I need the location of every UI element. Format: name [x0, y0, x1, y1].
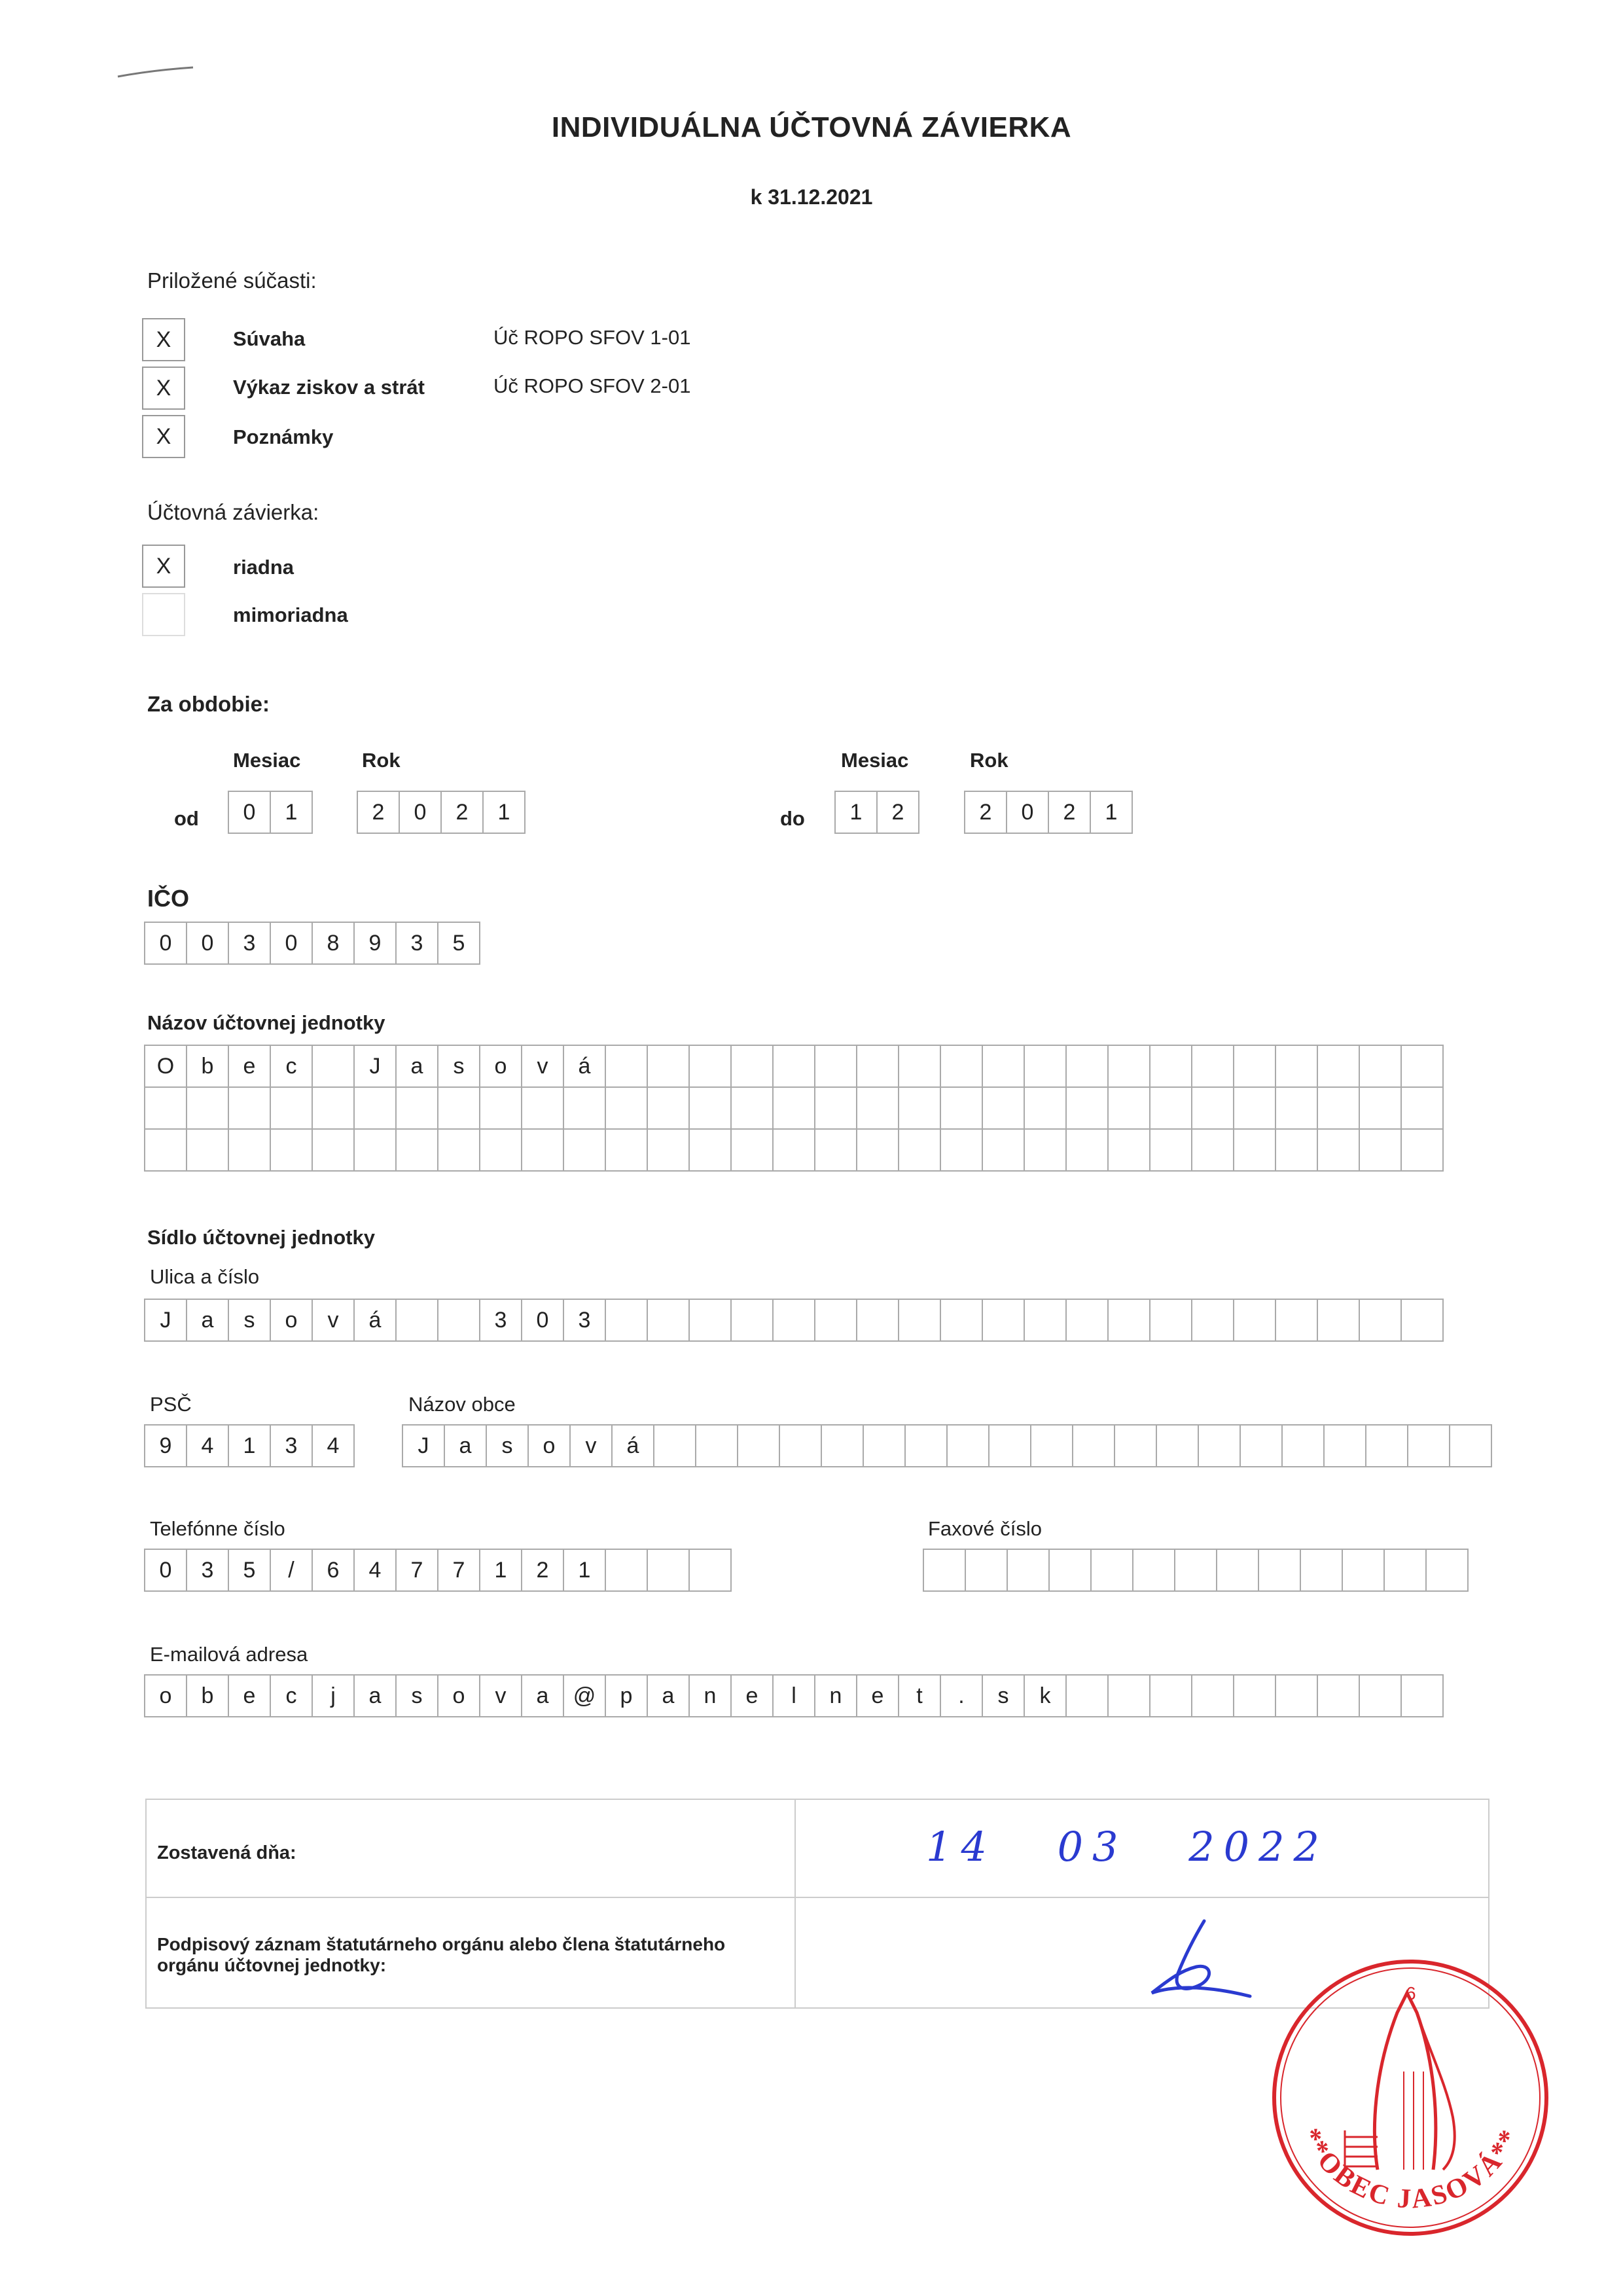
email-char: n [688, 1674, 732, 1717]
ico-digit: 0 [270, 922, 313, 965]
email-char: l [772, 1674, 815, 1717]
city-char [988, 1424, 1031, 1467]
street-char [898, 1299, 941, 1342]
entity-name-char [856, 1086, 899, 1130]
entity-name-char [1359, 1045, 1402, 1088]
entity-name-char [688, 1086, 732, 1130]
to-year-digit: 0 [1006, 791, 1049, 834]
entity-name-char [563, 1086, 606, 1130]
entity-name-char: b [186, 1045, 229, 1088]
attachment-checkbox-suvaha[interactable]: X [142, 318, 185, 361]
city-label: Názov obce [408, 1393, 516, 1416]
entity-name-char [647, 1128, 690, 1172]
entity-name-char [1317, 1128, 1360, 1172]
entity-name-char [1065, 1045, 1109, 1088]
period-label: Za obdobie: [147, 692, 270, 716]
city-field[interactable] [402, 1424, 1492, 1467]
email-char [1191, 1674, 1234, 1717]
entity-name-char [228, 1128, 271, 1172]
email-label: E-mailová adresa [150, 1643, 308, 1666]
street-char [1275, 1299, 1318, 1342]
entity-name-char [1024, 1086, 1067, 1130]
entity-name-char [395, 1128, 438, 1172]
ico-digit: 0 [144, 922, 187, 965]
entity-name-char [1107, 1086, 1150, 1130]
from-month-digit: 0 [228, 791, 271, 834]
psc-digit: 4 [186, 1424, 229, 1467]
entity-name-char [144, 1128, 187, 1172]
phone-char: 6 [312, 1549, 355, 1592]
ico-digit: 9 [353, 922, 397, 965]
entity-name-char [270, 1086, 313, 1130]
street-char [1400, 1299, 1444, 1342]
entity-name-char [688, 1128, 732, 1172]
city-char [1281, 1424, 1325, 1467]
to-label: do [780, 807, 805, 830]
signature-label: Podpisový záznam štatutárneho orgánu alebo člena štatutárneho orgánu účtovnej jednotky: [157, 1934, 726, 1975]
fax-char [1258, 1549, 1301, 1592]
svg-text:**OBEC JASOVÁ** [1295, 2124, 1525, 2215]
entity-name-char [1107, 1128, 1150, 1172]
entity-name-char [312, 1086, 355, 1130]
street-char [1359, 1299, 1402, 1342]
street-char: a [186, 1299, 229, 1342]
entity-name-char [856, 1128, 899, 1172]
entity-name-char [1317, 1045, 1360, 1088]
entity-name-char [940, 1086, 983, 1130]
street-char [437, 1299, 480, 1342]
phone-char: 4 [353, 1549, 397, 1592]
fax-char [1174, 1549, 1217, 1592]
street-label: Ulica a číslo [150, 1265, 260, 1288]
phone-char: 1 [479, 1549, 522, 1592]
city-char [1449, 1424, 1492, 1467]
email-char: t [898, 1674, 941, 1717]
to-year-digit: 2 [1048, 791, 1091, 834]
from-year-field[interactable] [357, 791, 526, 834]
phone-char: 0 [144, 1549, 187, 1592]
entity-name-char [688, 1045, 732, 1088]
entity-name-char [982, 1045, 1025, 1088]
entity-name-char: e [228, 1045, 271, 1088]
signature-mark [1139, 1911, 1270, 2016]
phone-char: 7 [437, 1549, 480, 1592]
street-char: v [312, 1299, 355, 1342]
entity-name-char [521, 1128, 564, 1172]
entity-name-char: O [144, 1045, 187, 1088]
stamp-text: **OBEC JASOVÁ** [1294, 2123, 1526, 2215]
from-year-digit: 1 [482, 791, 526, 834]
entity-name-char [1233, 1045, 1276, 1088]
entity-name-field[interactable] [144, 1045, 1444, 1172]
ico-digit: 3 [395, 922, 438, 965]
email-char: s [982, 1674, 1025, 1717]
attachments-label: Priložené súčasti: [147, 268, 317, 293]
email-char [1107, 1674, 1150, 1717]
street-char [395, 1299, 438, 1342]
email-char: . [940, 1674, 983, 1717]
entity-name-row [144, 1128, 1444, 1172]
entity-name-char [353, 1128, 397, 1172]
street-char [772, 1299, 815, 1342]
entity-name-char [772, 1086, 815, 1130]
city-char [946, 1424, 990, 1467]
street-char: 3 [563, 1299, 606, 1342]
street-char [1317, 1299, 1360, 1342]
street-char [1065, 1299, 1109, 1342]
psc-label: PSČ [150, 1393, 192, 1416]
entity-name-char [940, 1128, 983, 1172]
ico-digit: 3 [228, 922, 271, 965]
from-year-digit: 2 [357, 791, 400, 834]
psc-digit: 1 [228, 1424, 271, 1467]
to-year-digit: 1 [1090, 791, 1133, 834]
psc-field[interactable] [144, 1424, 355, 1467]
to-month-digit: 2 [876, 791, 919, 834]
entity-name-char [479, 1128, 522, 1172]
entity-name-char [730, 1086, 774, 1130]
entity-name-char [186, 1128, 229, 1172]
street-char [1149, 1299, 1192, 1342]
fax-char [1383, 1549, 1427, 1592]
from-year-digit: 0 [399, 791, 442, 834]
obec-jasova-stamp [1266, 1954, 1554, 2242]
street-char [856, 1299, 899, 1342]
street-char [730, 1299, 774, 1342]
entity-name-char [1191, 1086, 1234, 1130]
entity-name-char [1191, 1045, 1234, 1088]
attachment-code-vykaz: Úč ROPO SFOV 2-01 [493, 374, 691, 397]
email-char: k [1024, 1674, 1067, 1717]
pen-mark [115, 62, 200, 82]
entity-name-char [1233, 1086, 1276, 1130]
entity-name-char [1359, 1086, 1402, 1130]
entity-name-char [1359, 1128, 1402, 1172]
entity-name-char [1191, 1128, 1234, 1172]
entity-name-char [144, 1086, 187, 1130]
fax-char [1048, 1549, 1092, 1592]
entity-name-char [521, 1086, 564, 1130]
city-char [695, 1424, 738, 1467]
entity-name-char [898, 1128, 941, 1172]
entity-name-row [144, 1045, 1444, 1088]
entity-name-char: á [563, 1045, 606, 1088]
city-char: á [611, 1424, 654, 1467]
city-char: s [486, 1424, 529, 1467]
entity-name-char: o [479, 1045, 522, 1088]
footer-divider [145, 1897, 1489, 1898]
closing-checkbox-mimoriadna[interactable] [142, 593, 185, 636]
ico-digit: 8 [312, 922, 355, 965]
ico-digit: 5 [437, 922, 480, 965]
street-char [1107, 1299, 1150, 1342]
seat-label: Sídlo účtovnej jednotky [147, 1226, 375, 1249]
email-char: e [228, 1674, 271, 1717]
email-char: a [353, 1674, 397, 1717]
email-char: o [144, 1674, 187, 1717]
street-char: o [270, 1299, 313, 1342]
city-char [1030, 1424, 1073, 1467]
entity-name-char [1149, 1128, 1192, 1172]
entity-name-char [1107, 1045, 1150, 1088]
entity-name-char [730, 1045, 774, 1088]
phone-char: 3 [186, 1549, 229, 1592]
entity-name-char: a [395, 1045, 438, 1088]
entity-name-char [814, 1045, 857, 1088]
email-char: n [814, 1674, 857, 1717]
attachment-checkbox-poznamky[interactable]: X [142, 415, 185, 458]
email-char [1065, 1674, 1109, 1717]
compiled-label: Zostavená dňa: [157, 1842, 296, 1863]
entity-name-char [312, 1045, 355, 1088]
street-char [1191, 1299, 1234, 1342]
email-char: j [312, 1674, 355, 1717]
street-field[interactable] [144, 1299, 1444, 1342]
entity-name-char [730, 1128, 774, 1172]
street-char [605, 1299, 648, 1342]
phone-field[interactable] [144, 1549, 732, 1592]
entity-name-char: v [521, 1045, 564, 1088]
entity-name-char [605, 1045, 648, 1088]
entity-name-char [772, 1045, 815, 1088]
closing-name-riadna: riadna [233, 556, 294, 579]
entity-name-char [1233, 1128, 1276, 1172]
fax-label: Faxové číslo [928, 1517, 1043, 1540]
entity-name-char [982, 1128, 1025, 1172]
email-char [1400, 1674, 1444, 1717]
entity-name-char [186, 1086, 229, 1130]
city-char [1240, 1424, 1283, 1467]
city-char [653, 1424, 696, 1467]
document-title: INDIVIDUÁLNA ÚČTOVNÁ ZÁVIERKA [551, 111, 1072, 143]
from-month-digit: 1 [270, 791, 313, 834]
phone-label: Telefónne číslo [150, 1517, 285, 1540]
entity-name-char [228, 1086, 271, 1130]
email-char: e [730, 1674, 774, 1717]
to-month-field[interactable] [834, 791, 919, 834]
entity-name-char [1149, 1045, 1192, 1088]
street-char: J [144, 1299, 187, 1342]
entity-name-char [814, 1128, 857, 1172]
phone-char: 2 [521, 1549, 564, 1592]
email-char [1275, 1674, 1318, 1717]
email-char: s [395, 1674, 438, 1717]
entity-name-char [353, 1086, 397, 1130]
entity-name-char [1275, 1086, 1318, 1130]
street-char [688, 1299, 732, 1342]
entity-name-char [1149, 1086, 1192, 1130]
city-char [821, 1424, 864, 1467]
email-char: a [647, 1674, 690, 1717]
phone-char [647, 1549, 690, 1592]
attachment-checkbox-vykaz[interactable]: X [142, 367, 185, 410]
ico-field[interactable] [144, 922, 480, 965]
to-year-label: Rok [970, 749, 1008, 772]
entity-name-char [898, 1086, 941, 1130]
email-char: @ [563, 1674, 606, 1717]
footer-column-divider [794, 1799, 796, 2009]
entity-name-char [1024, 1128, 1067, 1172]
city-char [1156, 1424, 1199, 1467]
psc-digit: 3 [270, 1424, 313, 1467]
to-month-label: Mesiac [841, 749, 909, 772]
ico-label: IČO [147, 885, 190, 912]
entity-name-char [479, 1086, 522, 1130]
fax-char [1300, 1549, 1343, 1592]
document-date: k 31.12.2021 [750, 185, 873, 209]
closing-checkbox-riadna[interactable]: X [142, 545, 185, 588]
entity-name-char [437, 1128, 480, 1172]
email-char: a [521, 1674, 564, 1717]
entity-name-char [940, 1045, 983, 1088]
attachment-code-suvaha: Úč ROPO SFOV 1-01 [493, 326, 691, 349]
from-year-label: Rok [362, 749, 401, 772]
attachment-name-vykaz: Výkaz ziskov a strát [233, 376, 425, 399]
street-char: s [228, 1299, 271, 1342]
fax-char [1216, 1549, 1259, 1592]
phone-char: 1 [563, 1549, 606, 1592]
city-char [863, 1424, 906, 1467]
email-char [1233, 1674, 1276, 1717]
fax-char [965, 1549, 1008, 1592]
attachment-name-suvaha: Súvaha [233, 327, 306, 350]
city-char [1072, 1424, 1115, 1467]
city-char: v [569, 1424, 613, 1467]
entity-name-char: s [437, 1045, 480, 1088]
city-char: o [527, 1424, 571, 1467]
phone-char: 7 [395, 1549, 438, 1592]
entity-name-row [144, 1086, 1444, 1130]
entity-name-char [1317, 1086, 1360, 1130]
entity-name-char [437, 1086, 480, 1130]
entity-name-char [605, 1086, 648, 1130]
entity-name-char: J [353, 1045, 397, 1088]
email-char: o [437, 1674, 480, 1717]
fax-char [1132, 1549, 1175, 1592]
entity-name-char [1275, 1045, 1318, 1088]
email-char: p [605, 1674, 648, 1717]
fax-char [1342, 1549, 1385, 1592]
entity-name-char [563, 1128, 606, 1172]
phone-char: / [270, 1549, 313, 1592]
city-char [1365, 1424, 1408, 1467]
email-field[interactable] [144, 1674, 1444, 1717]
entity-name-char [647, 1086, 690, 1130]
street-char: 3 [479, 1299, 522, 1342]
ico-digit: 0 [186, 922, 229, 965]
entity-name-char [1400, 1045, 1444, 1088]
psc-digit: 9 [144, 1424, 187, 1467]
city-char: a [444, 1424, 487, 1467]
email-char: e [856, 1674, 899, 1717]
psc-digit: 4 [312, 1424, 355, 1467]
city-char [737, 1424, 780, 1467]
fax-char [1425, 1549, 1469, 1592]
from-month-label: Mesiac [233, 749, 301, 772]
fax-char [1007, 1549, 1050, 1592]
from-year-digit: 2 [440, 791, 484, 834]
to-year-field[interactable] [964, 791, 1133, 834]
entity-name-char [647, 1045, 690, 1088]
email-char [1149, 1674, 1192, 1717]
email-char: b [186, 1674, 229, 1717]
attachment-name-poznamky: Poznámky [233, 425, 334, 448]
city-char [1323, 1424, 1366, 1467]
entity-name-char [898, 1045, 941, 1088]
email-char [1359, 1674, 1402, 1717]
entity-name-char [1065, 1128, 1109, 1172]
city-char [1114, 1424, 1157, 1467]
email-char [1317, 1674, 1360, 1717]
entity-name-char [1400, 1086, 1444, 1130]
svg-text:6: 6 [1406, 1983, 1416, 2003]
street-char: 0 [521, 1299, 564, 1342]
entity-name-char [1024, 1045, 1067, 1088]
street-char [814, 1299, 857, 1342]
phone-char [605, 1549, 648, 1592]
street-char: á [353, 1299, 397, 1342]
entity-name-char [395, 1086, 438, 1130]
email-char: c [270, 1674, 313, 1717]
entity-name-char [1400, 1128, 1444, 1172]
from-label: od [174, 807, 199, 830]
fax-char [1090, 1549, 1133, 1592]
entity-name-char [1275, 1128, 1318, 1172]
entity-name-char [1065, 1086, 1109, 1130]
phone-char: 5 [228, 1549, 271, 1592]
city-char [904, 1424, 948, 1467]
to-month-digit: 1 [834, 791, 878, 834]
compiled-date[interactable]: 14 03 2022 [926, 1823, 1329, 1871]
to-year-digit: 2 [964, 791, 1007, 834]
entity-name-char: c [270, 1045, 313, 1088]
closing-type-label: Účtovná závierka: [147, 500, 319, 524]
street-char [1024, 1299, 1067, 1342]
city-char [779, 1424, 822, 1467]
entity-name-char [814, 1086, 857, 1130]
fax-field[interactable] [923, 1549, 1469, 1592]
street-char [982, 1299, 1025, 1342]
entity-name-char [982, 1086, 1025, 1130]
entity-name-char [856, 1045, 899, 1088]
fax-char [923, 1549, 966, 1592]
from-month-field[interactable] [228, 791, 313, 834]
entity-name-char [270, 1128, 313, 1172]
city-char [1198, 1424, 1241, 1467]
city-char: J [402, 1424, 445, 1467]
entity-name-char [605, 1128, 648, 1172]
closing-name-mimoriadna: mimoriadna [233, 603, 348, 626]
street-char [647, 1299, 690, 1342]
entity-name-char [772, 1128, 815, 1172]
city-char [1407, 1424, 1450, 1467]
entity-name-label: Názov účtovnej jednotky [147, 1011, 385, 1034]
email-char: v [479, 1674, 522, 1717]
street-char [940, 1299, 983, 1342]
entity-name-char [312, 1128, 355, 1172]
phone-char [688, 1549, 732, 1592]
street-char [1233, 1299, 1276, 1342]
